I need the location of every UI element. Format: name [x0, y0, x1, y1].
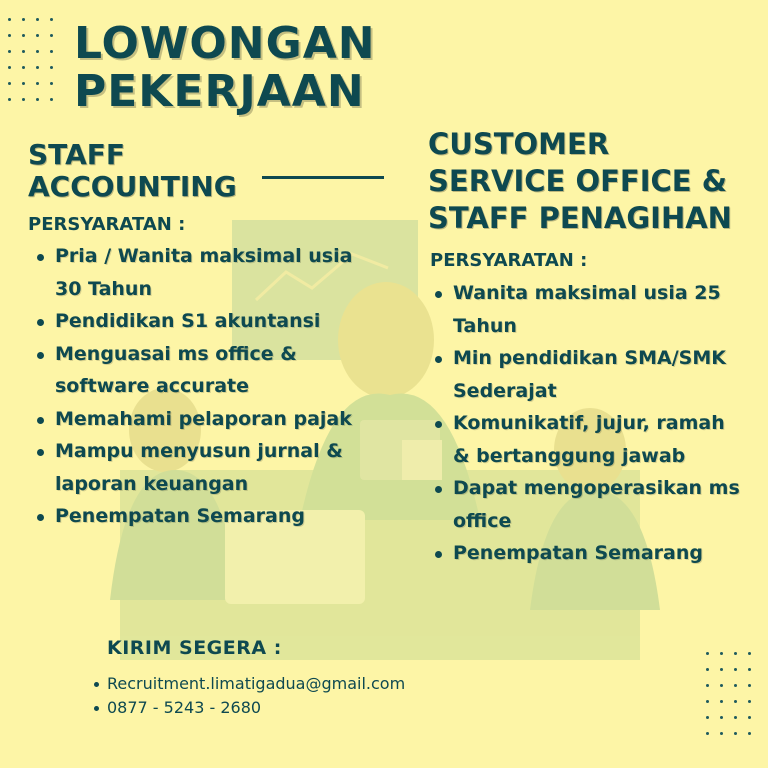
requirements-list-left	[34, 240, 364, 533]
list-item: Menguasai ms office & software accurate	[34, 338, 364, 403]
list-item: Mampu menyusun jurnal & laporan keuangan	[34, 435, 364, 500]
list-item: Pendidikan S1 akuntansi	[34, 305, 364, 338]
list-item: Penempatan Semarang	[432, 537, 747, 570]
list-item: Komunikatif, jujur, ramah & bertanggung jawab	[432, 407, 747, 472]
job-title-customer-service	[428, 126, 732, 237]
title-line-1: LOWONGAN	[74, 18, 376, 69]
page-title	[74, 20, 376, 116]
list-item: Dapat mengoperasikan ms office	[432, 472, 747, 537]
list-item: Pria / Wanita maksimal usia 30 Tahun	[34, 240, 364, 305]
job-title-line-1: STAFF	[28, 138, 126, 171]
send-now-label: KIRIM SEGERA :	[107, 637, 282, 659]
job-title-line-2: ACCOUNTING	[28, 170, 237, 203]
job-title-line-3: STAFF PENAGIHAN	[428, 201, 732, 235]
title-line-2: PEKERJAAN	[74, 66, 365, 117]
list-item: Min pendidikan SMA/SMK Sederajat	[432, 342, 747, 407]
contact-email: Recruitment.limatigadua@gmail.com	[93, 672, 405, 696]
contact-phone: 0877 - 5243 - 2680	[93, 696, 405, 720]
contact-list	[93, 672, 405, 720]
job-title-line-1: CUSTOMER	[428, 127, 610, 161]
requirements-label-right: PERSYARATAN :	[430, 250, 588, 271]
list-item: Wanita maksimal usia 25 Tahun	[432, 277, 747, 342]
requirements-list-right	[432, 277, 747, 570]
job-title-line-2: SERVICE OFFICE &	[428, 164, 727, 198]
job-title-staff-accounting	[28, 139, 237, 203]
list-item: Penempatan Semarang	[34, 500, 364, 533]
requirements-label-left: PERSYARATAN :	[28, 214, 186, 235]
divider-line	[262, 176, 384, 179]
list-item: Memahami pelaporan pajak	[34, 403, 364, 436]
